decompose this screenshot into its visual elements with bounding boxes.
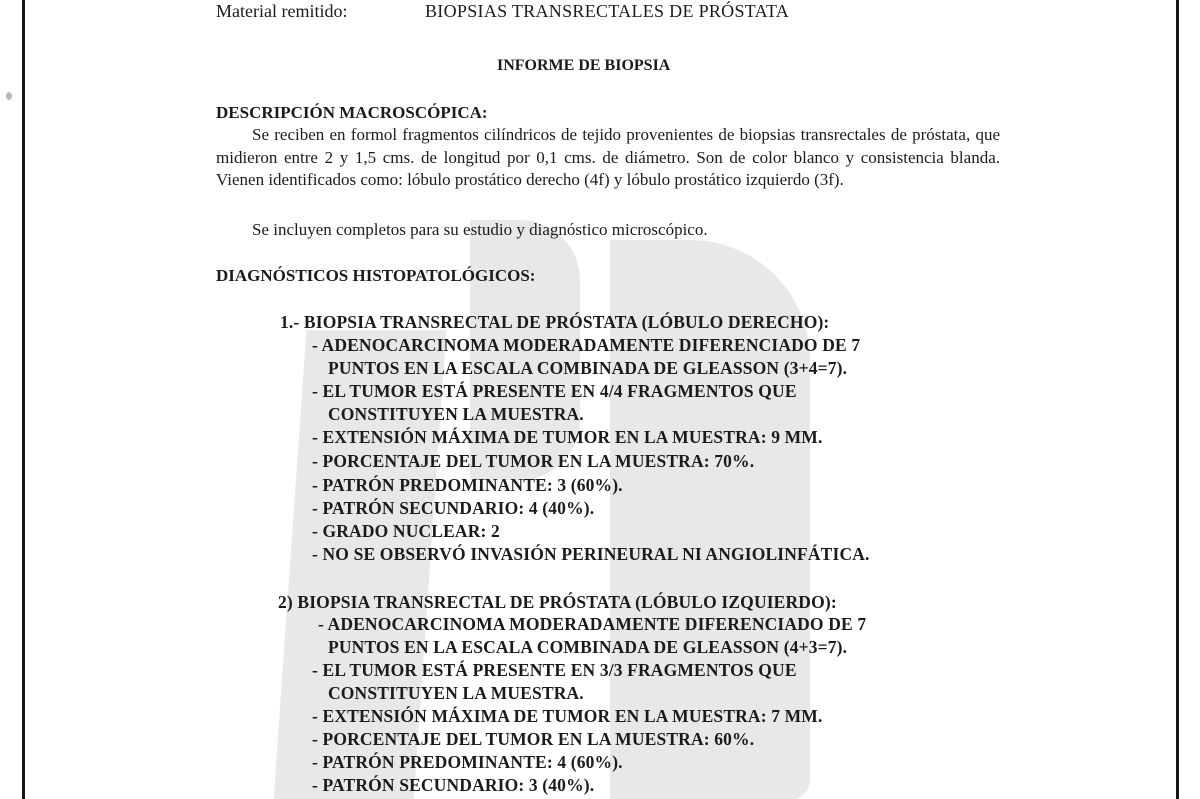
report-title: INFORME DE BIOPSIA (497, 57, 671, 74)
diagnosis-line: - EL TUMOR ESTÁ PRESENTE EN 3/3 FRAGMENTOS QUE (312, 660, 797, 680)
diagnosis-line: - GRADO NUCLEAR: 2 (312, 521, 500, 541)
material-label: Material remitido: (216, 1, 348, 21)
section-title: 1.- BIOPSIA TRANSRECTAL DE PRÓSTATA (LÓBULO DERECHO): (280, 312, 830, 332)
section-title: 2) BIOPSIA TRANSRECTAL DE PRÓSTATA (LÓBULO IZQUIERDO): (278, 592, 837, 612)
diagnosis-line: PUNTOS EN LA ESCALA COMBINADA DE GLEASSON (4+3=7). (328, 637, 848, 657)
diagnosis-line: - PATRÓN PREDOMINANTE: 4 (60%). (312, 752, 623, 772)
diagnosis-line: PUNTOS EN LA ESCALA COMBINADA DE GLEASSON (3+4=7). (328, 358, 848, 378)
diagnosis-line: - ADENOCARCINOMA MODERADAMENTE DIFERENCIADO DE 7 (318, 614, 867, 634)
material-value: BIOPSIAS TRANSRECTALES DE PRÓSTATA (425, 1, 790, 21)
macroscopic-heading: DESCRIPCIÓN MACROSCÓPICA: (216, 103, 488, 122)
scan-mark (6, 92, 12, 100)
diagnoses-heading: DIAGNÓSTICOS HISTOPATOLÓGICOS: (216, 266, 536, 285)
diagnosis-line: - PATRÓN SECUNDARIO: 3 (40%). (312, 775, 595, 795)
diagnosis-line: - PATRÓN PREDOMINANTE: 3 (60%). (312, 475, 623, 495)
macroscopic-note: Se incluyen completos para su estudio y diagnóstico microscópico. (252, 220, 708, 239)
diagnosis-line: - PORCENTAJE DEL TUMOR EN LA MUESTRA: 60%. (312, 729, 755, 749)
diagnosis-line: - NO SE OBSERVÓ INVASIÓN PERINEURAL NI ANGIOLINFÁTICA. (312, 544, 870, 564)
diagnosis-line: - EL TUMOR ESTÁ PRESENTE EN 4/4 FRAGMENTOS QUE (312, 381, 797, 401)
diagnosis-line: - EXTENSIÓN MÁXIMA DE TUMOR EN LA MUESTRA: 7 MM. (312, 706, 823, 726)
frame-line-left (22, 0, 25, 799)
diagnosis-line: - PORCENTAJE DEL TUMOR EN LA MUESTRA: 70%. (312, 451, 755, 471)
diagnosis-line: - PATRÓN SECUNDARIO: 4 (40%). (312, 498, 595, 518)
macroscopic-paragraph: Se reciben en formol fragmentos cilíndricos de tejido provenientes de biopsias transrectales de próstata, que midieron entre 2 y 1,5 cms. de longitud por 0,1 cms. de diámetro. Son de color blanco y consistencia blanda. Vienen identificados como: lóbulo prostático derecho (4f) y lóbulo prostático izquierdo (3f). (216, 125, 1000, 189)
diagnosis-line: - EXTENSIÓN MÁXIMA DE TUMOR EN LA MUESTRA: 9 MM. (312, 427, 823, 447)
diagnosis-line: CONSTITUYEN LA MUESTRA. (328, 404, 584, 424)
diagnosis-line: CONSTITUYEN LA MUESTRA. (328, 683, 584, 703)
frame-line-right (1176, 0, 1179, 799)
diagnosis-line: - ADENOCARCINOMA MODERADAMENTE DIFERENCIADO DE 7 (312, 335, 861, 355)
